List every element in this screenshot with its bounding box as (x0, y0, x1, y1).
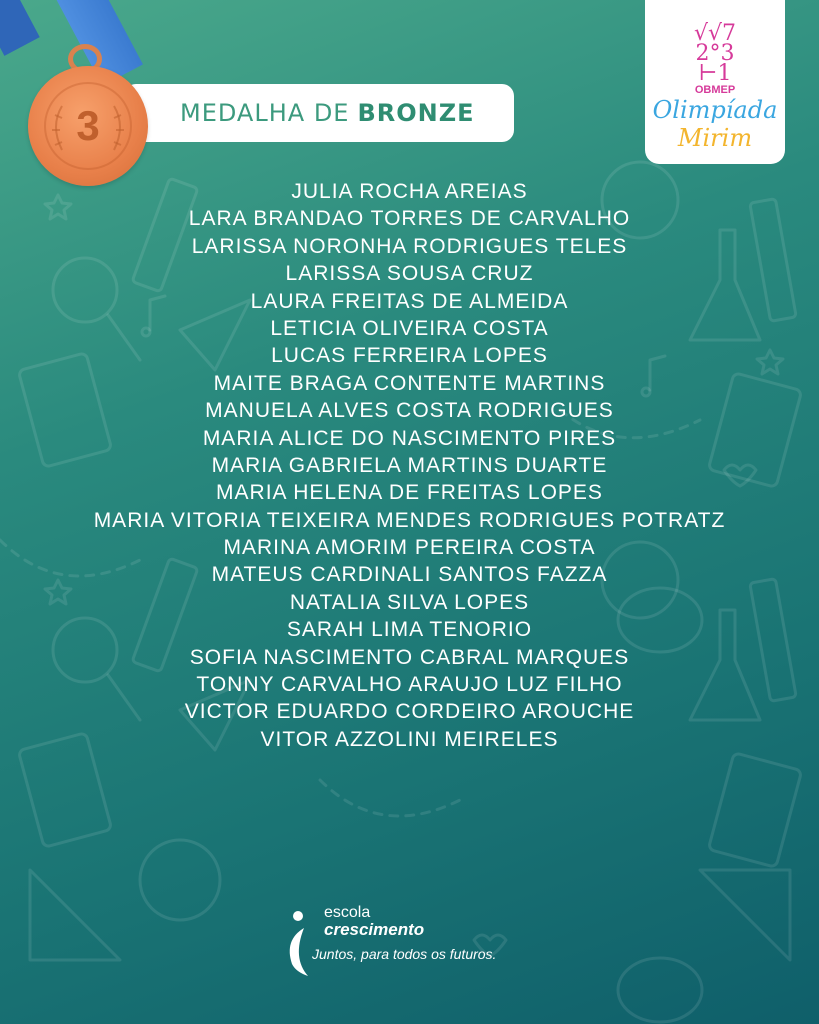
school-name-line2: crescimento (324, 920, 425, 939)
logo-digits: √√7 2°3 ⊢1 (693, 21, 737, 86)
list-item: LARISSA SOUSA CRUZ (285, 262, 534, 286)
list-item: LARISSA NORONHA RODRIGUES TELES (191, 234, 628, 258)
list-item: JULIA ROCHA AREIAS (291, 180, 528, 203)
list-item: MARIA ALICE DO NASCIMENTO PIRES (202, 426, 617, 450)
school-name-line1: escola (324, 904, 371, 921)
bronze-medal-icon (28, 66, 148, 186)
title-emphasis: BRONZE (357, 99, 475, 127)
list-item: MARIA GABRIELA MARTINS DUARTE (211, 453, 608, 477)
logo-line1: Olimpíada (652, 96, 778, 124)
logo-line2: Mirim (677, 124, 753, 152)
list-item: MARINA AMORIM PEREIRA COSTA (223, 536, 596, 560)
list-item: MARIA HELENA DE FREITAS LOPES (216, 481, 603, 505)
list-item: VICTOR EDUARDO CORDEIRO AROUCHE (184, 700, 635, 724)
school-tagline: Juntos, para todos os futuros. (312, 946, 497, 962)
list-item: LUCAS FERREIRA LOPES (271, 344, 548, 368)
school-logo (282, 900, 542, 980)
logo-brand: OBMEP (694, 84, 736, 96)
list-item: SOFIA NASCIMENTO CABRAL MARQUES (189, 645, 630, 669)
list-item: MATEUS CARDINALI SANTOS FAZZA (211, 563, 608, 587)
list-item: LETICIA OLIVEIRA COSTA (270, 316, 549, 340)
list-item: TONNY CARVALHO ARAUJO LUZ FILHO (196, 673, 623, 697)
medal-number: 3 (76, 102, 100, 149)
list-item: NATALIA SILVA LOPES (289, 590, 530, 614)
list-item: LAURA FREITAS DE ALMEIDA (250, 289, 569, 313)
list-item: VITOR AZZOLINI MEIRELES (260, 727, 559, 751)
title-banner (124, 84, 514, 142)
list-item: MARIA VITORIA TEIXEIRA MENDES RODRIGUES POTRATZ (93, 508, 726, 532)
list-item: MAITE BRAGA CONTENTE MARTINS (213, 371, 606, 395)
medal-ribbon-back (0, 0, 40, 56)
school-mark-icon (282, 906, 322, 976)
obmep-logo-card (645, 0, 785, 164)
title-prefix: MEDALHA DE (180, 99, 350, 127)
list-item: LARA BRANDAO TORRES DE CARVALHO (188, 207, 631, 231)
list-item: SARAH LIMA TENORIO (286, 618, 533, 642)
awardee-list (0, 178, 819, 753)
list-item: MANUELA ALVES COSTA RODRIGUES (205, 399, 614, 423)
